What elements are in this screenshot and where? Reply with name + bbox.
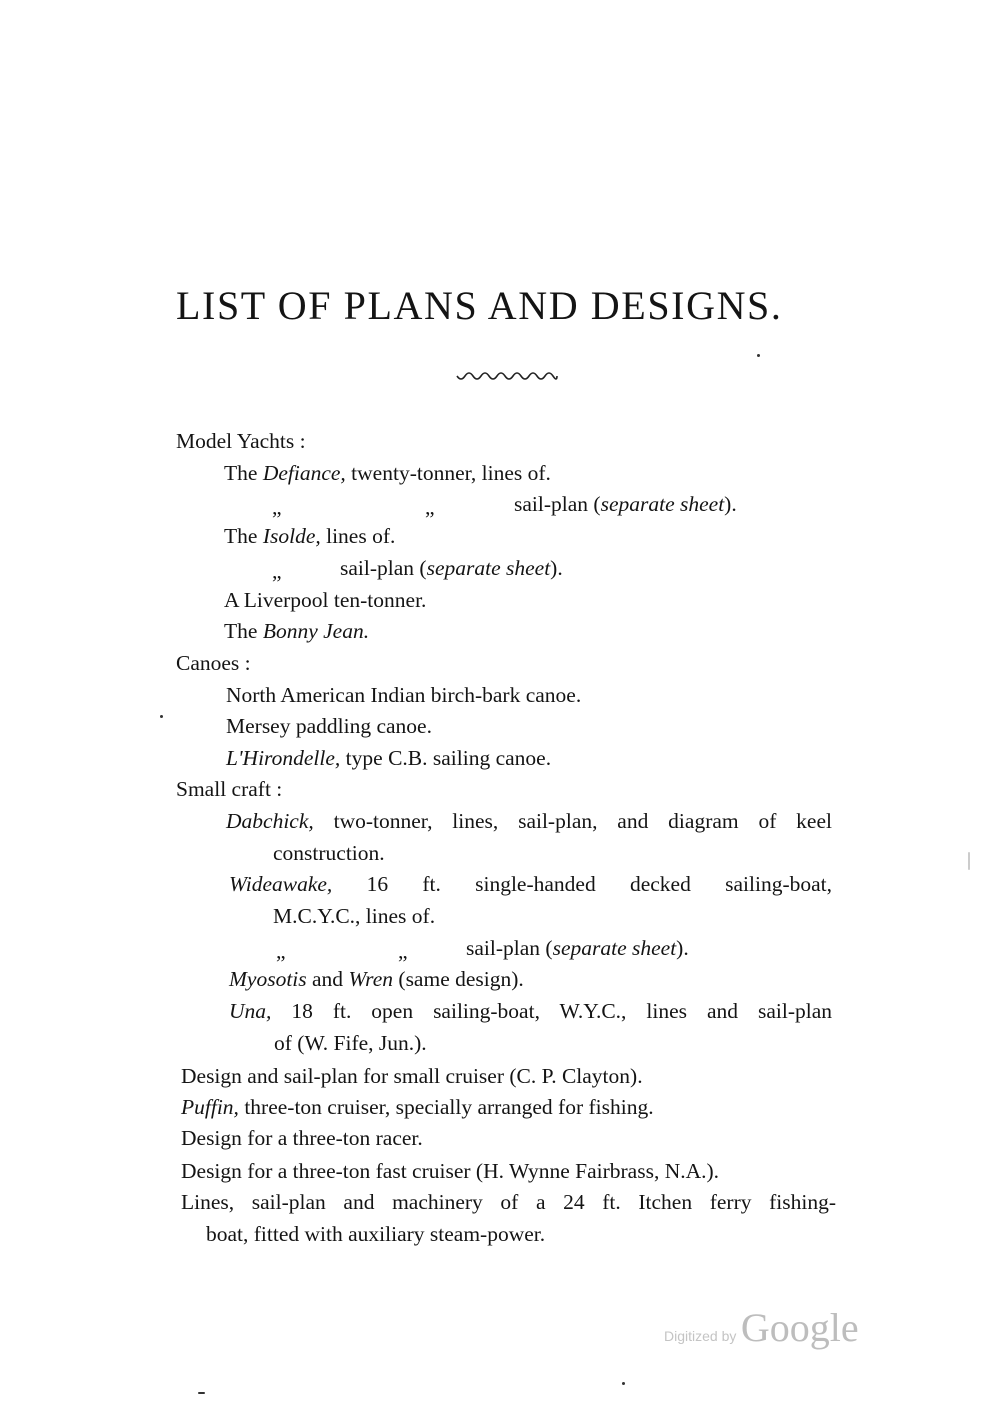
list-item-wideawake: Wideawake, 16 ft. single-handed decked sailing-boat, bbox=[229, 872, 832, 896]
vessel-name: Myosotis bbox=[229, 967, 307, 991]
list-item-clayton: Design and sail-plan for small cruiser (C. P. Clayton). bbox=[181, 1064, 643, 1088]
list-item-fairbrass: Design for a three-ton fast cruiser (H. Wynne Fairbrass, N.A.). bbox=[181, 1159, 720, 1183]
list-item-bonny-jean: The Bonny Jean. bbox=[224, 619, 370, 643]
vessel-name: Wren bbox=[348, 967, 394, 991]
list-item-puffin: Puffin, three-ton cruiser, specially arranged for fishing. bbox=[181, 1095, 654, 1119]
paper-speck bbox=[198, 1392, 205, 1394]
section-heading-canoes: Canoes : bbox=[176, 651, 251, 675]
list-item-wideawake-sail-plan: sail-plan (separate sheet). bbox=[466, 936, 689, 960]
list-item-myosotis-wren: Myosotis and Wren (same design). bbox=[229, 967, 524, 991]
vessel-name: L'Hirondelle, bbox=[226, 746, 341, 770]
list-item-una: Una, 18 ft. open sailing-boat, W.Y.C., lines and sail-plan bbox=[229, 999, 833, 1023]
wavy-ornament bbox=[455, 372, 559, 384]
page-title: LIST OF PLANS AND DESIGNS. bbox=[176, 283, 783, 328]
digitized-by-google-watermark: Digitized by Google bbox=[664, 1305, 859, 1350]
list-item-defiance: The Defiance, twenty-tonner, lines of. bbox=[224, 461, 551, 485]
list-item-isolde: The Isolde, lines of. bbox=[224, 524, 396, 548]
vessel-name: Wideawake, bbox=[229, 872, 333, 896]
section-heading-model-yachts: Model Yachts : bbox=[176, 429, 306, 453]
ditto-mark: „ bbox=[276, 939, 286, 963]
list-item-itchen-cont: boat, fitted with auxiliary steam-power. bbox=[206, 1222, 546, 1246]
list-item-mersey: Mersey paddling canoe. bbox=[226, 714, 432, 738]
ditto-mark: „ bbox=[425, 495, 435, 519]
ditto-mark: „ bbox=[272, 495, 282, 519]
paper-speck bbox=[968, 852, 970, 870]
list-item-itchen: Lines, sail-plan and machinery of a 24 ft. Itchen ferry fishing- bbox=[181, 1190, 836, 1214]
list-item-dabchick-cont: construction. bbox=[273, 841, 385, 865]
list-item-liverpool: A Liverpool ten-tonner. bbox=[224, 588, 427, 612]
paper-speck bbox=[622, 1382, 625, 1385]
vessel-name: Puffin, bbox=[181, 1095, 239, 1119]
list-item-birch-bark: North American Indian birch-bark canoe. bbox=[226, 683, 582, 707]
google-logo: Google bbox=[740, 1305, 859, 1350]
vessel-name: Bonny Jean. bbox=[262, 619, 370, 643]
section-heading-small-craft: Small craft : bbox=[176, 777, 283, 801]
paper-speck bbox=[160, 715, 163, 718]
list-item-isolde-sail-plan: sail-plan (separate sheet). bbox=[340, 556, 563, 580]
list-item-defiance-sail-plan: sail-plan (separate sheet). bbox=[514, 492, 737, 516]
ditto-mark: „ bbox=[272, 559, 282, 583]
paper-speck bbox=[757, 354, 760, 357]
list-item-wideawake-cont: M.C.Y.C., lines of. bbox=[273, 904, 436, 928]
list-item-racer: Design for a three-ton racer. bbox=[181, 1126, 423, 1150]
vessel-name: Una, bbox=[229, 999, 272, 1023]
list-item-hirondelle: L'Hirondelle, type C.B. sailing canoe. bbox=[226, 746, 552, 770]
vessel-name: Defiance, bbox=[262, 461, 346, 485]
list-item-una-cont: of (W. Fife, Jun.). bbox=[274, 1031, 427, 1055]
vessel-name: Dabchick, bbox=[226, 809, 314, 833]
vessel-name: Isolde, bbox=[262, 524, 321, 548]
ditto-mark: „ bbox=[398, 939, 408, 963]
list-item-dabchick: Dabchick, two-tonner, lines, sail-plan, and diagram of keel bbox=[226, 809, 832, 833]
